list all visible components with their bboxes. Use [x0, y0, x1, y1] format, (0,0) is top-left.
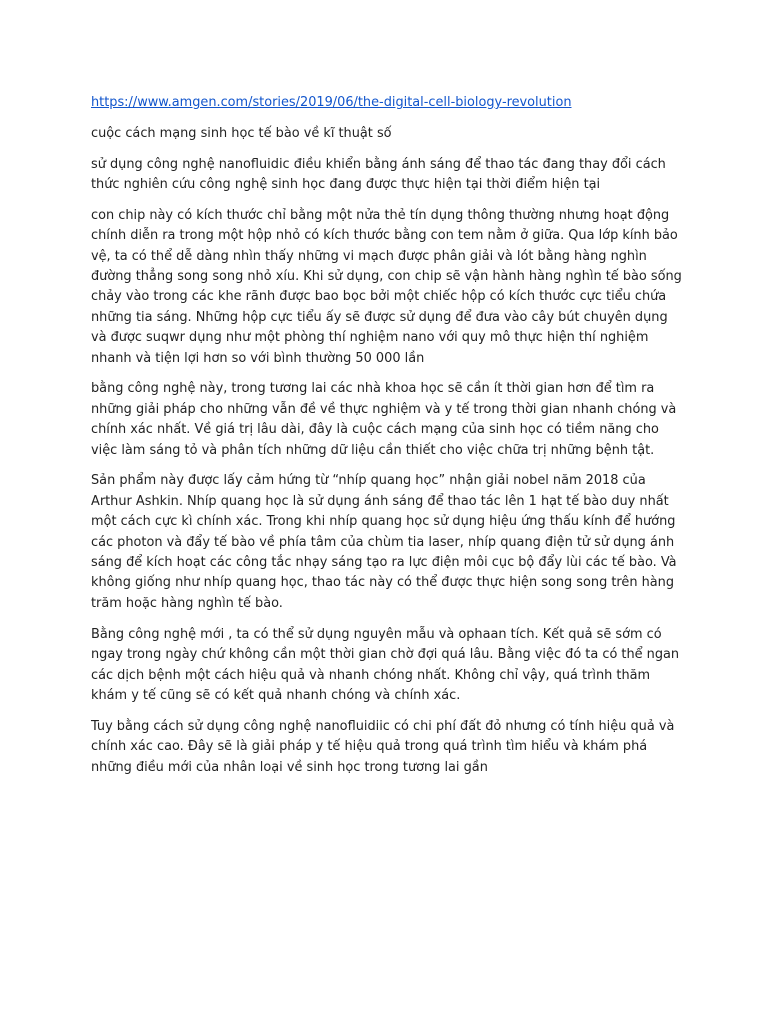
document-body [91, 93, 687, 788]
paragraph-3: bằng công nghệ này, trong tương lai các nhà khoa học sẽ cần ít thời gian hơn để tìm ra những giải pháp cho những vẫn đề về thực nghiệm và y tế trong thời gian nhanh chóng và chính xác nhất. Về giá trị lâu dài, đây là cuộc cách mạng của sinh học có tiềm năng cho việc làm sáng tỏ và phân tích những dữ liệu cần thiết cho việc chữa trị những bệnh tật. [91, 381, 677, 458]
document-title: cuộc cách mạng sinh học tế bào về kĩ thuật số [91, 125, 392, 141]
source-link[interactable]: https://www.amgen.com/stories/2019/06/the-digital-cell-biology-revolution [91, 95, 572, 110]
paragraph-1: sử dụng công nghệ nanofluidic điều khiển bằng ánh sáng để thao tác đang thay đổi cách thức nghiên cứu công nghệ sinh học đang được thực hiện tại thời điểm hiện tại [91, 156, 666, 192]
paragraph-6: Tuy bằng cách sử dụng công nghệ nanofluidiic có chi phí đất đỏ nhưng có tính hiệu quả và chính xác cao. Đây sẽ là giải pháp y tế hiệu quả trong quá trình tìm hiểu và khám phá những điều mới của nhân loại về sinh học trong tương lai gần [91, 718, 675, 775]
paragraph-5: Bằng công nghệ mới , ta có thể sử dụng nguyên mẫu và ophaan tích. Kết quả sẽ sớm có ngay trong ngày chứ không cần một thời gian chờ đợi quá lâu. Bằng việc đó ta có thể ngan các dịch bệnh một cách hiệu quả và nhanh chóng nhất. Không chỉ vậy, quá trình thăm khám y tế cũng sẽ có kết quả nhanh chóng và chính xác. [91, 626, 680, 703]
paragraph-2: con chip này có kích thước chỉ bằng một nửa thẻ tín dụng thông thường nhưng hoạt động chính diễn ra trong một hộp nhỏ có kích thước bằng con tem nằm ở giữa. Qua lớp kính bảo vệ, ta có thể dễ dàng nhìn thấy những vi mạch được phân giải và lót bằng hàng nghìn đường thẳng song song nhỏ xíu. Khi sử dụng, con chip sẽ vận hành hàng nghìn tế bào sống chảy vào trong các khe rãnh được bao bọc bởi một chiếc hộp có kích thước cực tiểu chứa những tia sáng. Những hộp cực tiểu ấy sẽ được sử dụng để đưa vào cây bút chuyên dụng và được suqwr dụng như một phòng thí nghiệm nano với quy mô thực hiện thí nghiệm nhanh và tiện lợi hơn so với bình thường 50 000 lần [91, 207, 682, 366]
paragraph-4: Sản phẩm này được lấy cảm hứng từ “nhíp quang học” nhận giải nobel năm 2018 của Arthur Ashkin. Nhíp quang học là sử dụng ánh sáng để thao tác lên 1 hạt tế bào duy nhất một cách cực kì chính xác. Trong khi nhíp quang học sử dụng hiệu ứng thấu kính để hướng các photon và đẩy tế bào về phía tâm của chùm tia laser, nhíp quang điện tử sử dụng ánh sáng để kích hoạt các công tắc nhạy sáng tạo ra lực điện môi cục bộ đẩy lùi các tế bào. Và không giống như nhíp quang học, thao tác này có thể được thực hiện song song trên hàng trăm hoặc hàng nghìn tế bào. [91, 473, 677, 611]
source-link-line [91, 93, 687, 113]
